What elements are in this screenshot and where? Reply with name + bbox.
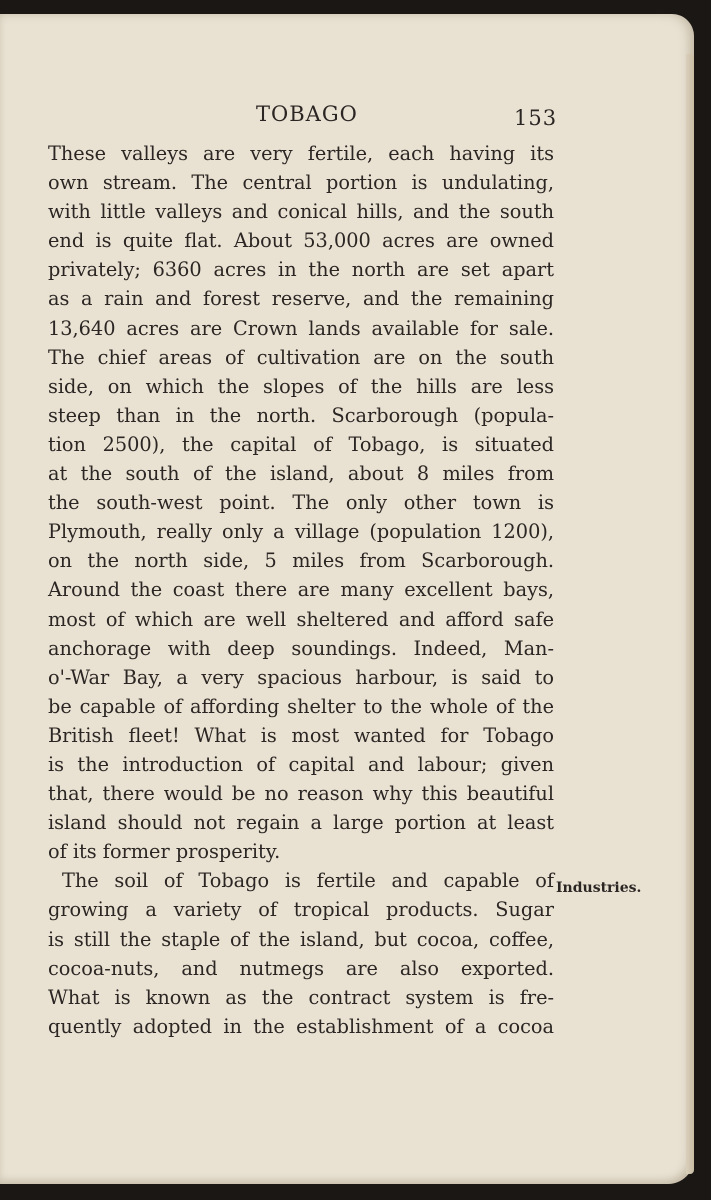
text-line: anchorage with deep soundings. Indeed, Man- <box>48 636 554 660</box>
running-title: TOBAGO <box>256 102 358 126</box>
text-line: as a rain and forest reserve, and the remaining <box>48 287 554 311</box>
text-line: side, on which the slopes of the hills are less <box>48 374 554 398</box>
text-line: on the north side, 5 miles from Scarborough. <box>48 549 554 573</box>
text-line: growing a variety of tropical products. Sugar <box>48 898 554 922</box>
text-line: own stream. The central portion is undulating, <box>48 171 554 195</box>
page-number: 153 <box>514 106 558 130</box>
text-line: with little valleys and conical hills, and the south <box>48 200 554 224</box>
text-line: end is quite flat. About 53,000 acres are owned <box>48 229 554 253</box>
text-line: These valleys are very fertile, each having its <box>48 142 554 165</box>
text-line: the south-west point. The only other town is <box>48 491 554 515</box>
text-line: 13,640 acres are Crown lands available for sale. <box>48 316 554 340</box>
page-header <box>0 102 694 132</box>
text-line: steep than in the north. Scarborough (popula- <box>48 403 554 427</box>
text-line: o'-War Bay, a very spacious harbour, is said to <box>48 665 554 689</box>
text-line: tion 2500), the capital of Tobago, is situated <box>48 432 554 456</box>
text-line: is still the staple of the island, but cocoa, coffee, <box>48 927 554 951</box>
text-line: that, there would be no reason why this beautiful <box>48 782 554 806</box>
text-line: of its former prosperity. <box>48 840 281 864</box>
text-line: What is known as the contract system is fre- <box>48 985 554 1009</box>
text-line: The chief areas of cultivation are on the south <box>48 345 554 369</box>
text-line: British fleet! What is most wanted for Tobago <box>48 723 554 747</box>
page-edge <box>686 54 694 1174</box>
text-line: at the south of the island, about 8 miles from <box>48 462 554 486</box>
text-line: most of which are well sheltered and afford safe <box>48 607 554 631</box>
text-line: quently adopted in the establishment of a cocoa <box>48 1014 554 1038</box>
margin-note: Industries. <box>556 880 642 896</box>
text-line: Plymouth, really only a village (population 1200), <box>48 520 554 544</box>
text-line: Around the coast there are many excellent bays, <box>48 578 554 602</box>
text-line: is the introduction of capital and labour; given <box>48 752 554 776</box>
text-line: be capable of affording shelter to the whole of the <box>48 694 554 718</box>
text-line: cocoa-nuts, and nutmegs are also exported. <box>48 956 554 980</box>
text-line: The soil of Tobago is fertile and capable of <box>62 869 554 893</box>
body-text <box>48 139 554 1041</box>
text-line: island should not regain a large portion at least <box>48 811 554 835</box>
text-line: privately; 6360 acres in the north are set apart <box>48 258 554 282</box>
page-paper <box>0 14 694 1184</box>
